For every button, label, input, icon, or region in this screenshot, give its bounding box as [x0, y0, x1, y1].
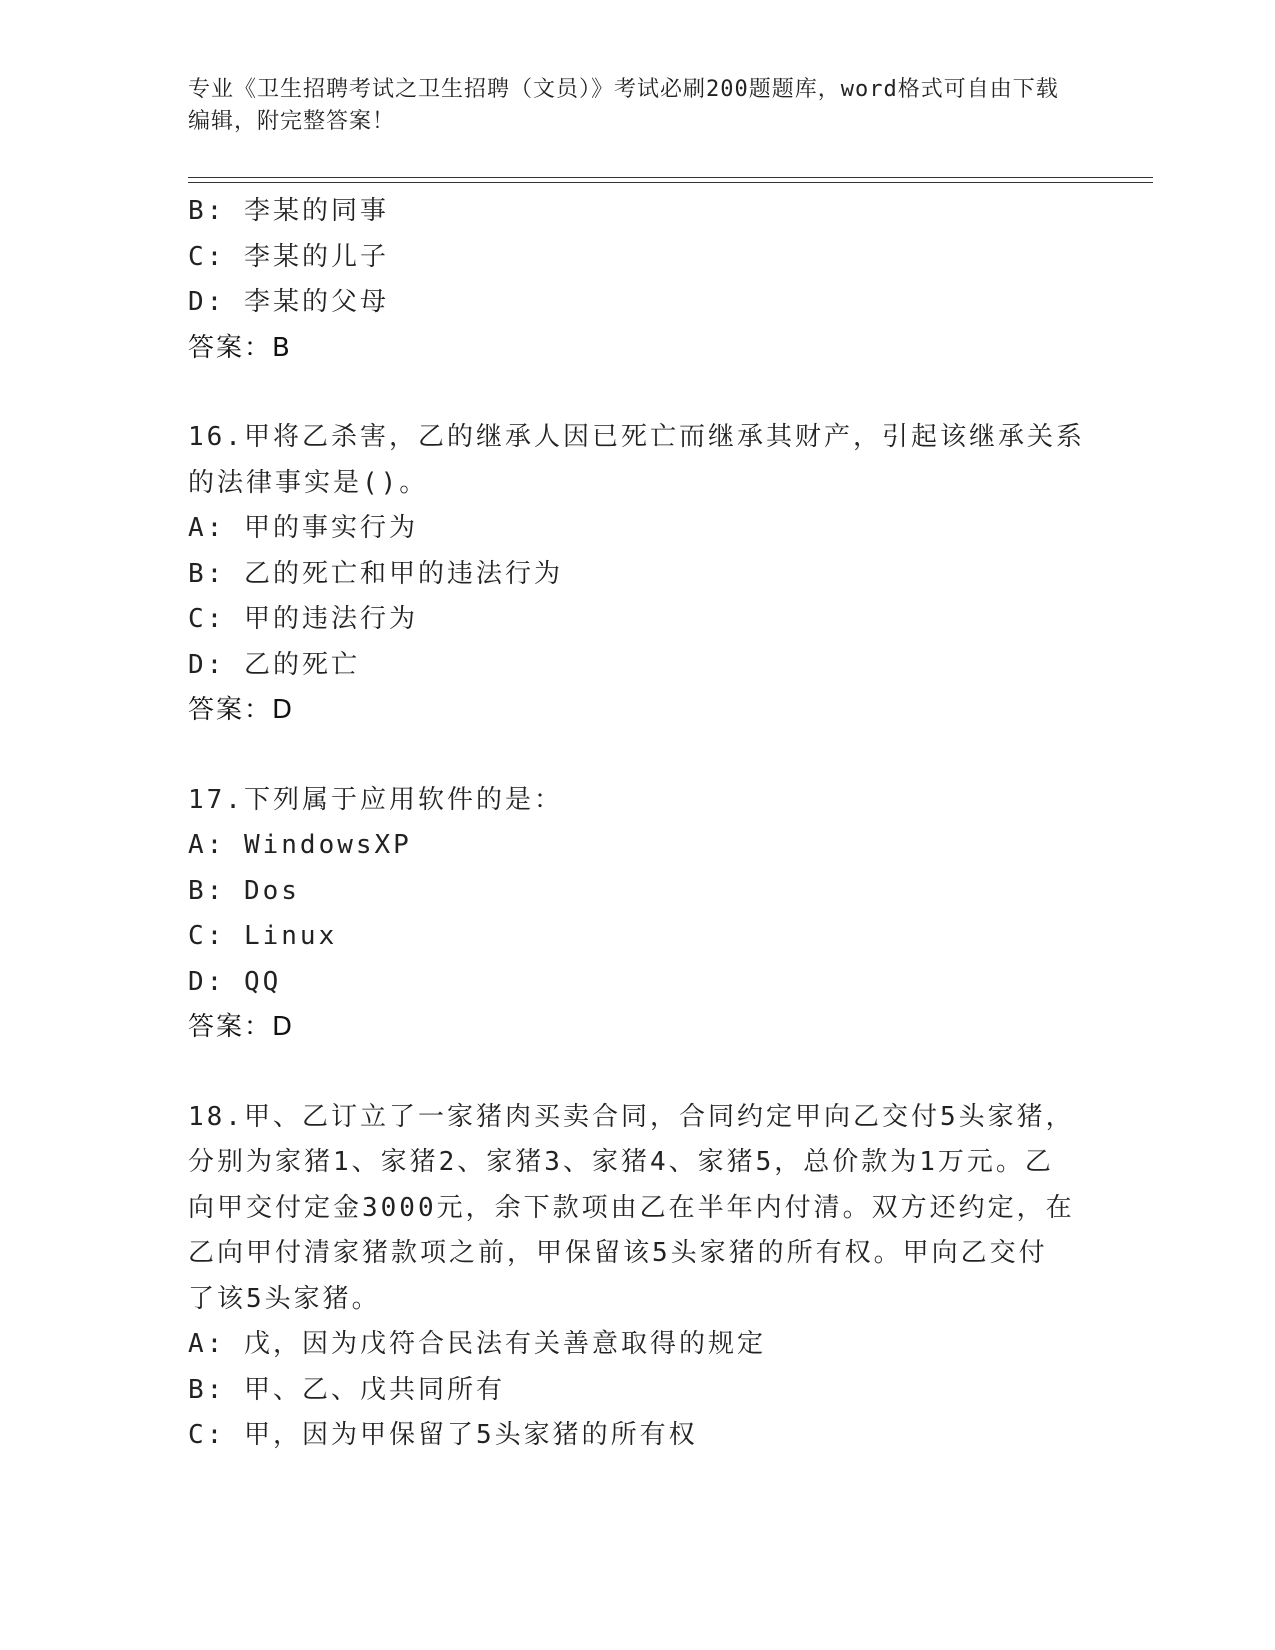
option-b: B: 乙的死亡和甲的违法行为 — [188, 558, 563, 589]
option-a: A: WindowsXP — [188, 830, 412, 860]
question-text-line: 的法律事实是()。 — [188, 467, 429, 498]
option-d: D: 李某的父母 — [188, 287, 389, 317]
option-b: B: Dos — [188, 875, 300, 906]
option-a: A: 戊，因为戊符合民法有关善意取得的规定 — [188, 1329, 766, 1359]
question-15-continued — [188, 189, 1088, 371]
question-text-line: 分别为家猪1、家猪2、家猪3、家猪4、家猪5，总价款为1万元。乙 — [188, 1147, 1054, 1177]
question-text-line: 了该5头家猪。 — [188, 1283, 381, 1314]
option-b: B: 甲、乙、戊共同所有 — [188, 1374, 505, 1405]
question-16 — [188, 415, 1088, 734]
question-text-line: 18.甲、乙订立了一家猪肉买卖合同，合同约定甲向乙交付5头家猪， — [188, 1101, 1075, 1132]
option-d: D: QQ — [188, 966, 282, 997]
answer-line: 答案：D — [188, 695, 295, 725]
document-body — [188, 189, 1088, 1459]
question-18 — [188, 1095, 1088, 1459]
question-text-line: 向甲交付定金3000元，余下款项由乙在半年内付清。双方还约定，在 — [188, 1192, 1075, 1223]
header-rule-top — [188, 177, 1153, 178]
document-header: 专业《卫生招聘考试之卫生招聘（文员）》考试必刷200题题库，word格式可自由下载编辑，附完整答案！ — [188, 77, 1059, 134]
option-a: A: 甲的事实行为 — [188, 513, 418, 543]
option-d: D: 乙的死亡 — [188, 649, 360, 680]
question-17 — [188, 778, 1088, 1051]
answer-line: 答案：D — [188, 1012, 295, 1042]
option-c: C: 甲，因为甲保留了5头家猪的所有权 — [188, 1420, 698, 1450]
option-b: B: 李某的同事 — [188, 196, 389, 226]
option-c: C: 李某的儿子 — [188, 241, 389, 272]
question-text-line: 乙向甲付清家猪款项之前，甲保留该5头家猪的所有权。甲向乙交付 — [188, 1238, 1048, 1268]
option-c: C: Linux — [188, 921, 338, 951]
option-c: C: 甲的违法行为 — [188, 604, 418, 634]
question-text-line: 17.下列属于应用软件的是： — [188, 784, 563, 815]
header-rule-bottom — [188, 182, 1153, 183]
answer-line: 答案：B — [188, 332, 292, 363]
question-text-line: 16.甲将乙杀害，乙的继承人因已死亡而继承其财产，引起该继承关系 — [188, 422, 1085, 452]
